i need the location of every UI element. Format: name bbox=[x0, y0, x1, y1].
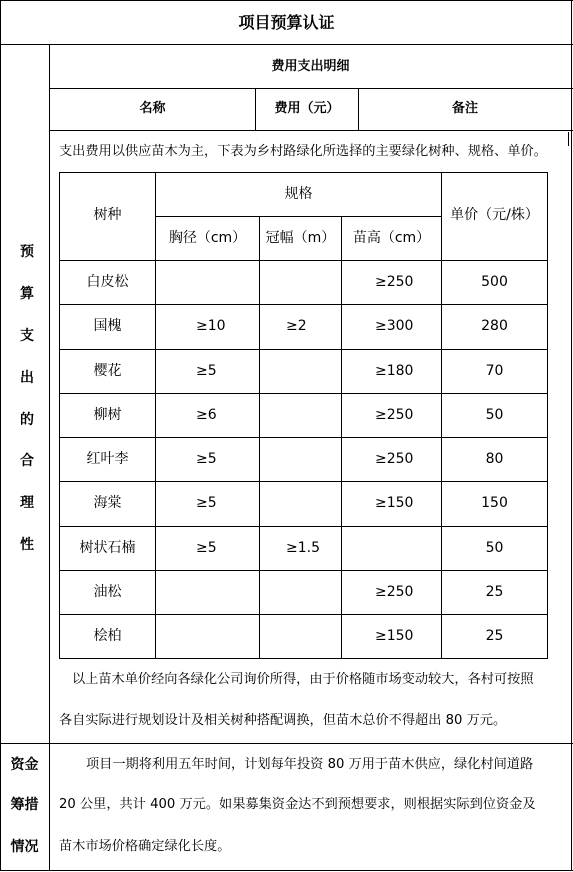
price-note-line: 各自实际进行规划设计及相关树种搭配调换，但苗木总价不得超出 80 万元。 bbox=[59, 713, 507, 728]
section-label-char: 性 bbox=[20, 537, 34, 553]
cell-price: 50 bbox=[485, 407, 504, 423]
funding-text-line: 苗木市场价格确定绿化长度。 bbox=[59, 839, 231, 854]
section-label-char: 的 bbox=[20, 412, 34, 428]
cell-crown: ≥2 bbox=[286, 318, 307, 334]
cell-height: ≥250 bbox=[375, 584, 414, 600]
cell-price: 50 bbox=[485, 540, 504, 556]
funding-label-line: 资金 bbox=[10, 757, 39, 773]
cell-species: 海棠 bbox=[93, 495, 122, 511]
cell-species: 柳树 bbox=[93, 407, 122, 423]
intro-text: 支出费用以供应苗木为主，下表为乡村路绿化所选择的主要绿化树种、规格、单价。 bbox=[59, 144, 547, 159]
column-header-spec: 规格 bbox=[284, 186, 313, 202]
cell-diameter: ≥5 bbox=[196, 451, 217, 467]
cell-price: 280 bbox=[481, 318, 508, 334]
cell-height: ≥250 bbox=[375, 451, 414, 467]
column-header-height: 苗高（cm） bbox=[352, 230, 431, 246]
cell-diameter: ≥10 bbox=[196, 318, 226, 334]
cell-price: 80 bbox=[485, 451, 504, 467]
column-header-cost: 费用（元） bbox=[274, 101, 340, 116]
cell-species: 油松 bbox=[93, 584, 122, 600]
cell-species: 樱花 bbox=[93, 363, 122, 379]
funding-text-line: 项目一期将利用五年时间，计划每年投资 80 万用于苗木供应，绿化村间道路 bbox=[86, 757, 534, 772]
cell-price: 25 bbox=[485, 628, 504, 644]
cell-diameter: ≥5 bbox=[196, 363, 217, 379]
cell-species: 白皮松 bbox=[86, 274, 129, 290]
column-header-price: 单价（元/株） bbox=[450, 207, 539, 223]
section-label-char: 预 bbox=[20, 244, 34, 260]
cell-species: 树状石楠 bbox=[79, 540, 136, 556]
column-header-crown: 冠幅（m） bbox=[265, 230, 336, 246]
cell-diameter: ≥6 bbox=[196, 407, 217, 423]
cell-crown: ≥1.5 bbox=[286, 540, 320, 556]
column-header-species: 树种 bbox=[93, 207, 122, 223]
funding-label-line: 筹措 bbox=[10, 797, 39, 813]
column-header-diameter: 胸径（cm） bbox=[168, 230, 247, 246]
funding-text-line: 20 公里，共计 400 万元。如果募集资金达不到预想要求，则根据实际到位资金及 bbox=[59, 797, 536, 812]
section-label-char: 支 bbox=[20, 328, 34, 344]
cell-price: 150 bbox=[481, 495, 508, 511]
cell-price: 70 bbox=[485, 363, 504, 379]
page-title: 项目预算认证 bbox=[238, 13, 335, 32]
column-header-note: 备注 bbox=[451, 101, 478, 116]
cell-species: 桧柏 bbox=[93, 628, 122, 644]
cell-height: ≥150 bbox=[375, 495, 414, 511]
cell-diameter: ≥5 bbox=[196, 495, 217, 511]
cell-height: ≥250 bbox=[375, 407, 414, 423]
cell-height: ≥250 bbox=[375, 274, 414, 290]
column-header-name: 名称 bbox=[139, 101, 166, 116]
cell-price: 25 bbox=[485, 584, 504, 600]
price-note-line: 以上苗木单价经向各绿化公司询价所得，由于价格随市场变动较大，各村可按照 bbox=[72, 672, 534, 687]
funding-label-line: 情况 bbox=[10, 839, 39, 855]
cell-height: ≥300 bbox=[375, 318, 414, 334]
section-label-char: 算 bbox=[20, 286, 34, 302]
cell-species: 红叶李 bbox=[86, 451, 129, 467]
section-label-char: 理 bbox=[20, 495, 34, 511]
section-label-char: 合 bbox=[20, 453, 34, 469]
expense-table-heading: 费用支出明细 bbox=[271, 59, 350, 74]
cell-height: ≥150 bbox=[375, 628, 414, 644]
cell-height: ≥180 bbox=[375, 363, 414, 379]
cell-diameter: ≥5 bbox=[196, 540, 217, 556]
cell-species: 国槐 bbox=[93, 318, 122, 334]
section-label-char: 出 bbox=[20, 370, 34, 386]
cell-price: 500 bbox=[481, 274, 508, 290]
